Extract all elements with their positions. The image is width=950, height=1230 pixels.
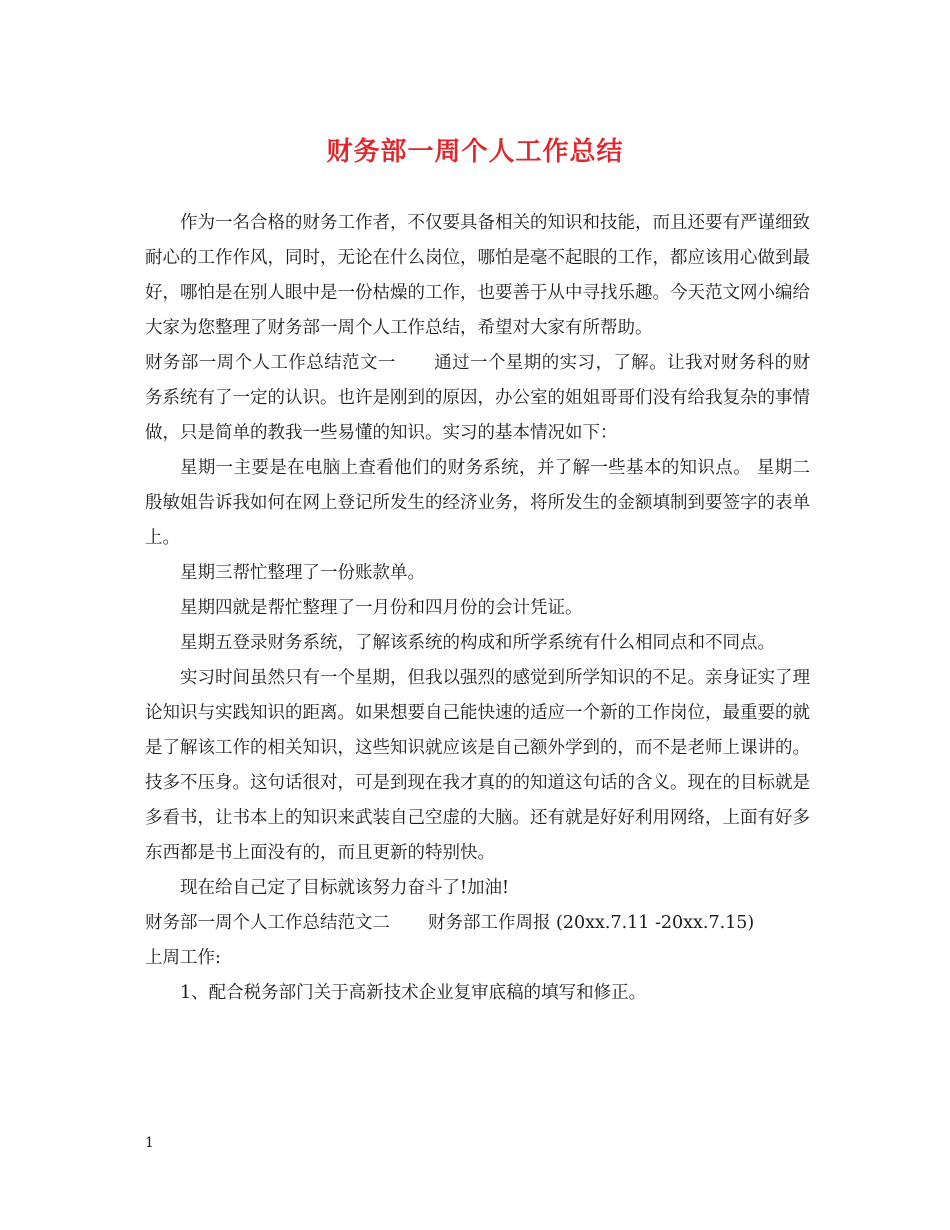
sample2-heading: 财务部一周个人工作总结范文二 — [145, 913, 390, 933]
sample1-lead: 通过一个星期的实习，了解。让我对财务科的财务系统有了一定的认识。也许是刚到的原因，办公室的姐姐哥哥们没有给我复杂的事情做，只是简单的教我一些易懂的知识。实习的基本情况如下： — [145, 353, 811, 443]
thursday-paragraph: 星期四就是帮忙整理了一月份和四月份的会计凭证。 — [180, 598, 583, 618]
monday-tuesday-paragraph: 星期一主要是在电脑上查看他们的财务系统，并了解一些基本的知识点。 星期二殷敏姐告诉我如何在网上登记所发生的经济业务，将所发生的金额填制到要签字的表单上。 — [145, 458, 810, 548]
wednesday-paragraph: 星期三帮忙整理了一份账款单。 — [180, 563, 425, 583]
sample1-heading: 财务部一周个人工作总结范文一 — [145, 353, 396, 373]
document-title: 财务部一周个人工作总结 — [326, 137, 624, 167]
document-body — [145, 206, 810, 1011]
work-item-1: 1、配合税务部门关于高新技术企业复审底稿的填写和修正。 — [180, 983, 647, 1003]
reflection-paragraph: 实习时间虽然只有一个星期，但我以强烈的感觉到所学知识的不足。亲身证实了理论知识与实践知识的距离。如果想要自己能快速的适应一个新的工作岗位，最重要的就是了解该工作的相关知识，这些知识就应该是自己额外学到的，而不是老师上课讲的。技多不压身。这句话很对，可是到现在我才真的的知道这句话的含义。现在的目标就是多看书，让书本上的知识来武装自己空虚的大脑。还有就是好好利用网络，上面有好多东西都是书上面没有的，而且更新的特别快。 — [145, 668, 810, 863]
last-week-label: 上周工作: — [145, 948, 221, 968]
sample2-lead: 财务部工作周报 (20xx.7.11 -20xx.7.15) — [428, 913, 755, 933]
sample2-paragraph — [145, 906, 810, 941]
friday-paragraph: 星期五登录财务系统，了解该系统的构成和所学系统有什么相同点和不同点。 — [180, 633, 775, 653]
goal-paragraph: 现在给自己定了目标就该努力奋斗了!加油! — [180, 878, 510, 898]
page-number: 1 — [145, 1135, 154, 1151]
intro-paragraph: 作为一名合格的财务工作者，不仅要具备相关的知识和技能，而且还要有严谨细致耐心的工作作风，同时，无论在什么岗位，哪怕是毫不起眼的工作，都应该用心做到最好，哪怕是在别人眼中是一份枯燥的工作，也要善于从中寻找乐趣。今天范文网小编给大家为您整理了财务部一周个人工作总结，希望对大家有所帮助。 — [145, 213, 810, 338]
sample1-paragraph — [145, 346, 810, 451]
